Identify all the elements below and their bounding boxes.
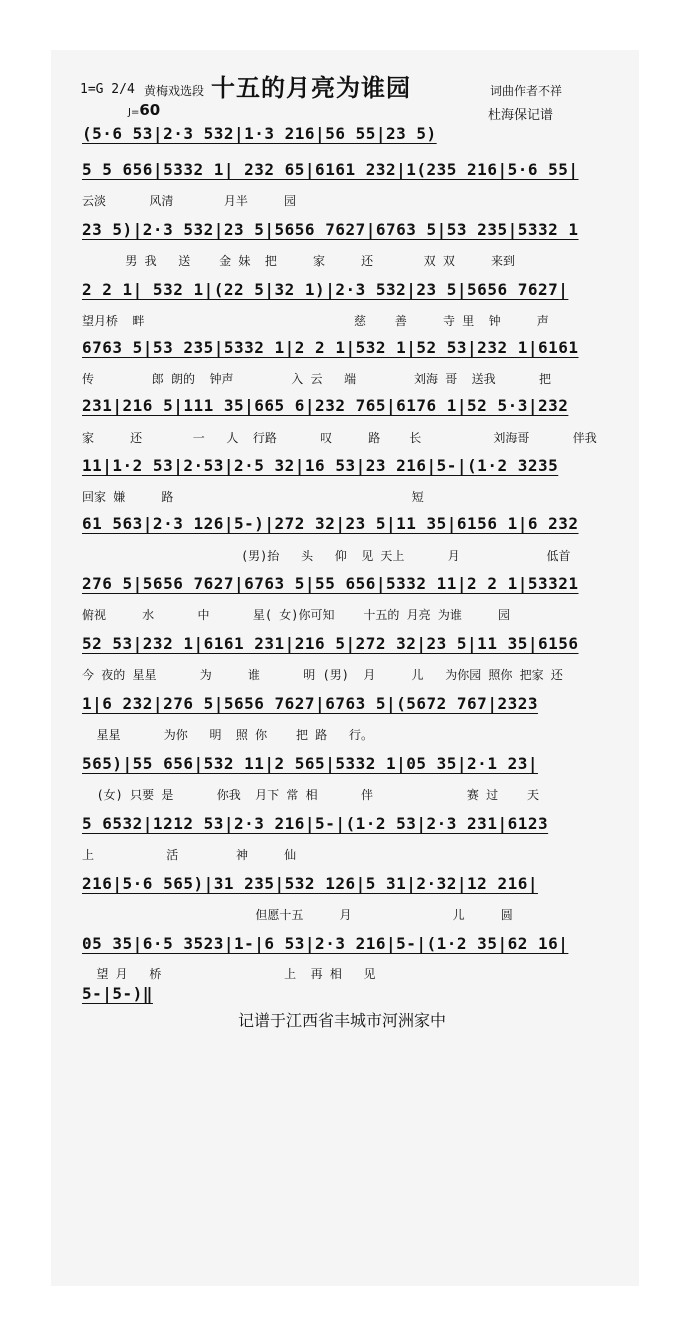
notation-line: 61 563|2·3 126|5-)|272 32|23 5|11 35|6156 1|6 232 xyxy=(82,514,579,533)
lyric-line: 传 郎 朗的 钟声 入 云 端 刘海 哥 送我 把 xyxy=(82,372,551,386)
tempo-prefix: J= xyxy=(128,107,140,118)
notation-line: 52 53|232 1|6161 231|216 5|272 32|23 5|11 35|6156 xyxy=(82,634,579,653)
notation-line: 05 35|6·5 3523|1-|6 53|2·3 216|5-|(1·2 35|62 16| xyxy=(82,934,569,953)
song-title: 十五的月亮为谁园 xyxy=(211,74,411,102)
lyric-line: 俯视 水 中 星( 女)你可知 十五的 月亮 为谁 园 xyxy=(82,608,510,622)
lyric-line: 今 夜的 星星 为 谁 明 (男) 月 儿 为你园 照你 把家 还 xyxy=(82,668,563,682)
lyric-line: (女) 只要 是 你我 月下 常 相 伴 赛 过 天 xyxy=(82,788,539,802)
lyric-line: 望 月 桥 上 再 相 见 xyxy=(82,967,376,981)
lyric-line: 上 活 神 仙 xyxy=(82,848,297,862)
notation-line: 565)|55 656|532 11|2 565|5332 1|05 35|2·1 23| xyxy=(82,754,538,773)
notation-line: 11|1·2 53|2·53|2·5 32|16 53|23 216|5-|(1·2 3235 xyxy=(82,456,559,475)
notation-line: 5 6532|1212 53|2·3 216|5-|(1·2 53|2·3 231|6123 xyxy=(82,814,549,833)
footer-note: 记谱于江西省丰城市河洲家中 xyxy=(238,1011,447,1030)
notation-line: 5-|5-)‖ xyxy=(82,984,153,1003)
lyric-line: 家 还 一 人 行路 叹 路 长 刘海哥 伴我 xyxy=(82,431,597,445)
notation-line: 23 5)|2·3 532|23 5|5656 7627|6763 5|53 235|5332 1 xyxy=(82,220,579,239)
tempo-value: 60 xyxy=(139,101,161,119)
notation-line: (5·6 53|2·3 532|1·3 216|56 55|23 5) xyxy=(82,124,437,143)
author-credit: 词曲作者不祥 xyxy=(490,84,563,98)
transcriber-credit: 杜海保记谱 xyxy=(488,108,554,123)
notation-line: 6763 5|53 235|5332 1|2 2 1|532 1|52 53|232 1|6161 xyxy=(82,338,579,357)
notation-line: 1|6 232|276 5|5656 7627|6763 5|(5672 767|2323 xyxy=(82,694,538,713)
lyric-line: (男)抬 头 仰 见 天上 月 低首 xyxy=(82,549,571,563)
genre-label: 黄梅戏选段 xyxy=(144,84,205,98)
notation-line: 5 5 656|5332 1| 232 65|6161 232|1(235 216|5·6 55| xyxy=(82,160,579,179)
lyric-line: 男 我 送 金 妹 把 家 还 双 双 来到 xyxy=(82,254,515,268)
notation-line: 231|216 5|111 35|665 6|232 765|6176 1|52 5·3|232 xyxy=(82,396,569,415)
lyric-line: 云淡 风清 月半 园 xyxy=(82,194,297,208)
notation-line: 276 5|5656 7627|6763 5|55 656|5332 11|2 2 1|53321 xyxy=(82,574,579,593)
lyric-line: 回家 嫌 路 短 xyxy=(82,490,424,504)
notation-line: 2 2 1| 532 1|(22 5|32 1)|2·3 532|23 5|5656 7627| xyxy=(82,280,569,299)
notation-line: 216|5·6 565)|31 235|532 126|5 31|2·32|12 216| xyxy=(82,874,538,893)
key-signature: 1=G 2/4 xyxy=(80,82,135,97)
lyric-line: 但愿十五 月 儿 圆 xyxy=(82,908,513,922)
lyric-line: 望月桥 畔 慈 善 寺 里 钟 声 xyxy=(82,314,549,328)
lyric-line: 星星 为你 明 照 你 把 路 行。 xyxy=(82,728,373,742)
tempo-marking xyxy=(128,101,160,119)
